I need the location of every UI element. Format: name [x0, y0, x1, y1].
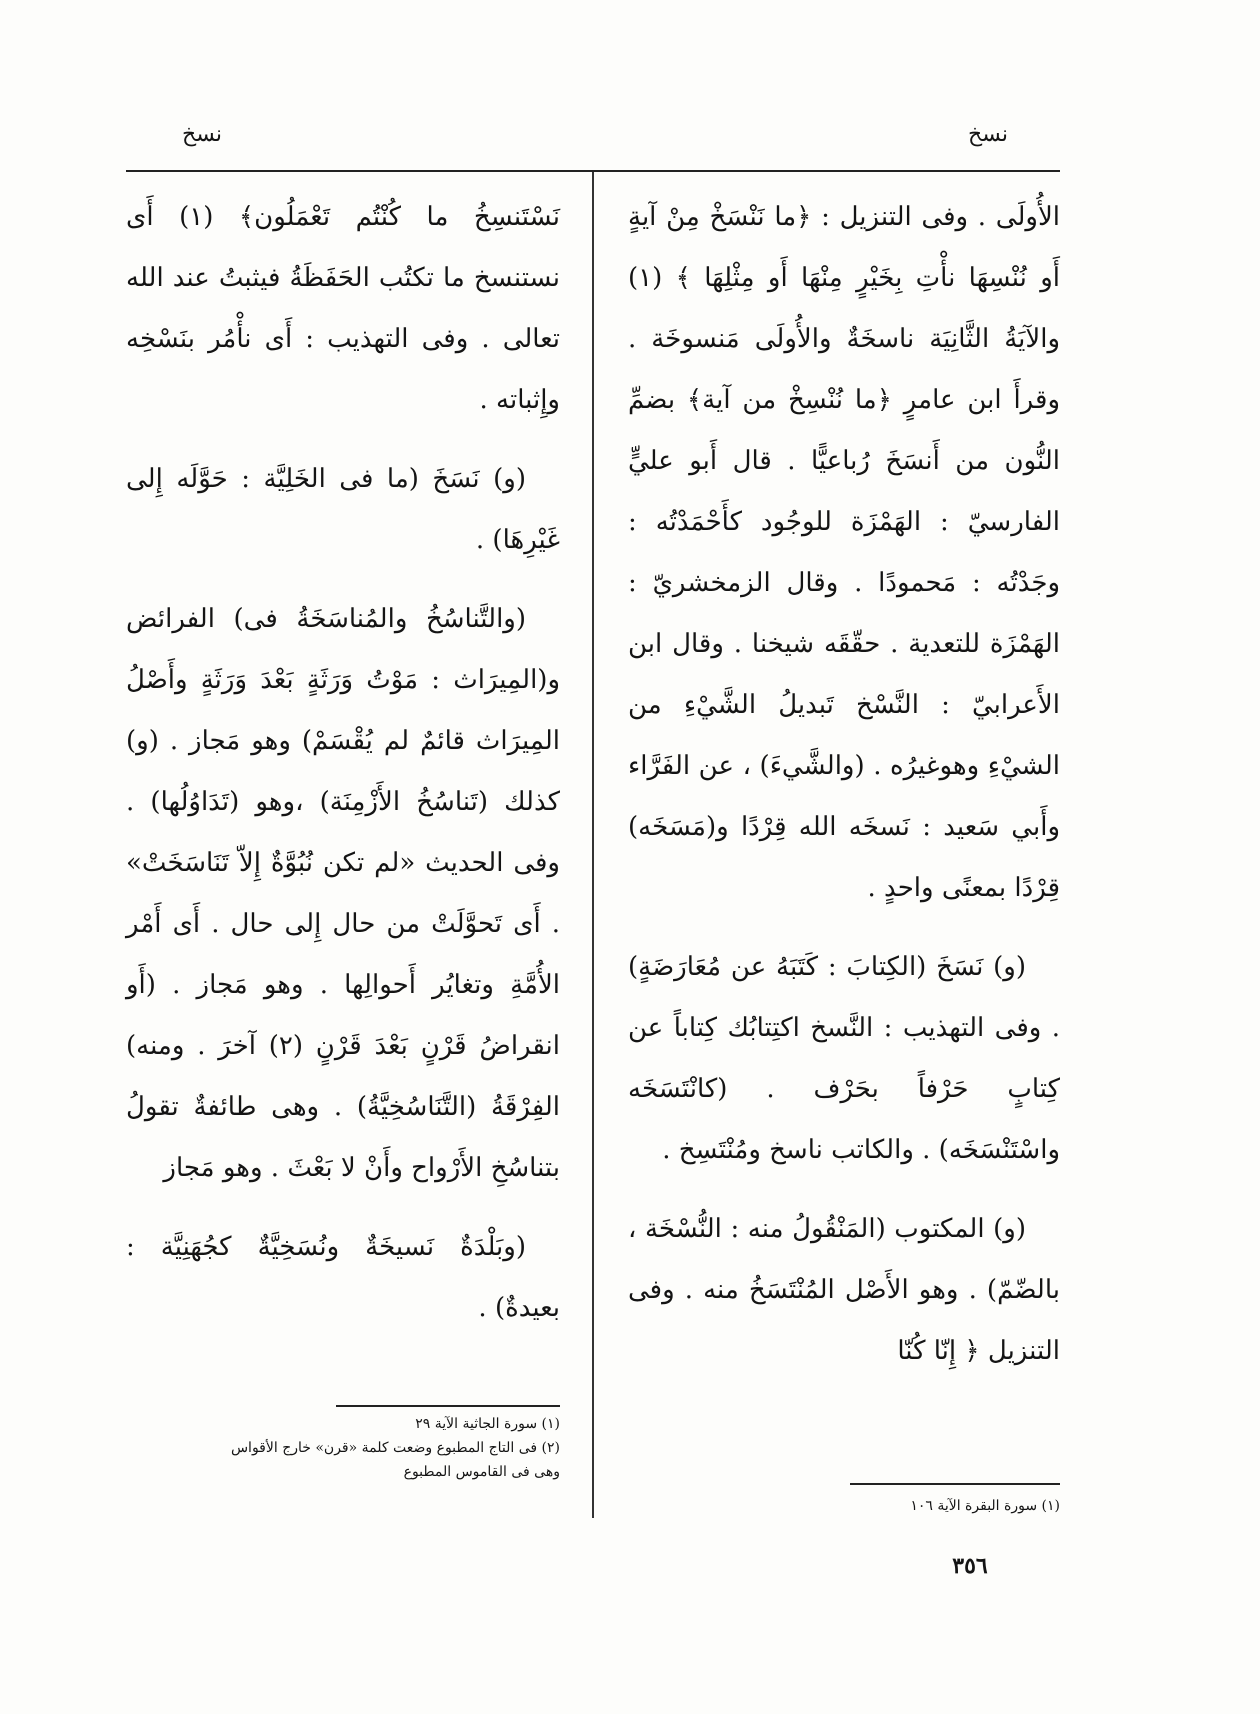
footnote: (١) سورة البقرة الآية ١٠٦ [910, 1498, 1060, 1514]
running-head-left: نسخ [182, 122, 222, 147]
footnote-rule-left [336, 1405, 560, 1407]
footnote: وهى فى القاموس المطبوع [403, 1464, 560, 1480]
footnotes-left [120, 1412, 560, 1484]
left-paragraph-3: (والتَّناسُخُ والمُناسَخَةُ فى) الفرائض و(المِيرَاث : مَوْتُ وَرَثَةٍ بَعْدَ وَرَثَةٍ وأَصْلُ المِيرَاث قائمٌ لم يُقْسَمْ) وهو مَجاز . (و) كذلك (تَناسُخُ الأَزْمِنَة) ،وهو (تَدَاوُلُها) . وفى الحديث «لم تكن نُبُوَّةٌ إِلاّ تَنَاسَخَتْ» . أَى تَحوَّلَتْ من حال إِلى حال . أَى أَمْر الأُمَّةِ وتغايُر أَحوالِها . وهو مَجاز . (أَو انقراضُ قَرْنٍ بَعْدَ قَرْنٍ (٢) آخرَ . ومنه) الفِرْقَةُ (التَّنَاسُخِيَّةُ) . وهى طائفةٌ تقولُ بتناسُخِ الأَرْواح وأَنْ لا بَعْثَ . وهو مَجاز [126, 604, 561, 1183]
page-number: ٣٥٦ [952, 1553, 988, 1579]
right-paragraph-3: (و) المكتوب (المَنْقُولُ منه : النُّسْخَة ، بالضّمّ) . وهو الأَصْل المُنْتَسَخُ منه . وفى التنزيل ﴿ إِنّا كُنّا [628, 1214, 1060, 1366]
left-column [126, 187, 560, 1357]
running-head-right: نسخ [968, 122, 1008, 147]
footnote: (٢) فى التاج المطبوع وضعت كلمة «قرن» خارج الأقواس [230, 1440, 560, 1456]
right-paragraph-1: الأُولَى . وفى التنزيل : ﴿ما نَنْسَخْ مِنْ آيةٍ أَو نُنْسِهَا نأْتِ بِخَيْرٍ مِنْهَا أَو مِثْلِهَا ﴾ (١) والآيَةُ الثَّانِيَة ناسخَةٌ والأُولَى مَنسوخَة . وقرأَ ابن عامرٍ ﴿ما نُنْسِخْ من آية﴾ بضمِّ النُّون من أَنسَخَ رُباعيًّا . قال أَبو عليٍّ الفارسيّ : الهَمْزَة للوجُود كأَحْمَدْتُه : وجَدْتُه : مَحمودًا . وقال الزمخشريّ : الهَمْزَة للتعدية . حقّقَه شيخنا . وقال ابن الأَعرابيّ : النَّسْخ تَبديلُ الشَّيْءِ من الشيْءِ وهوغيرُه . (والشَّيءَ) ، عن الفَرَّاء وأَبي سَعيد : نَسخَه الله قِرْدًا و(مَسَخَه) قِرْدًا بمعنًى واحدٍ . [628, 202, 1060, 903]
footnotes-right [660, 1494, 1060, 1518]
left-paragraph-1: نَسْتَنسِخُ ما كُنْتُم تَعْمَلُون﴾ (١) أَى نستنسخ ما تكتُب الحَفَظَةُ فيثبتُ عند الله تعالى . وفى التهذيب : أَى نأْمُر بنَسْخِه وإِثباته . [126, 202, 561, 415]
column-divider [592, 172, 594, 1518]
left-paragraph-4: (وبَلْدَةٌ نَسيخَةٌ ونُسَخِيَّةٌ كجُهَنِيَّة : بعيدةٌ) . [126, 1232, 560, 1323]
footnote: (١) سورة الجاثية الآية ٢٩ [415, 1416, 560, 1432]
footnote-rule-right [850, 1483, 1060, 1485]
left-paragraph-2: (و) نَسَخَ (ما فى الخَلِيَّة : حَوَّلَه إِلى غَيْرِهَا) . [126, 464, 560, 555]
right-paragraph-2: (و) نَسَخَ (الكِتابَ : كَتَبَهُ عن مُعَارَضَةٍ) . وفى التهذيب : النَّسخ اكتِتابُك كِتاباً عن كِتابٍ حَرْفاً بحَرْف . (كانْتَسَخَه واسْتَنْسَخَه) . والكاتب ناسخ ومُنْتَسِخ . [628, 952, 1060, 1165]
right-column [628, 187, 1060, 1400]
